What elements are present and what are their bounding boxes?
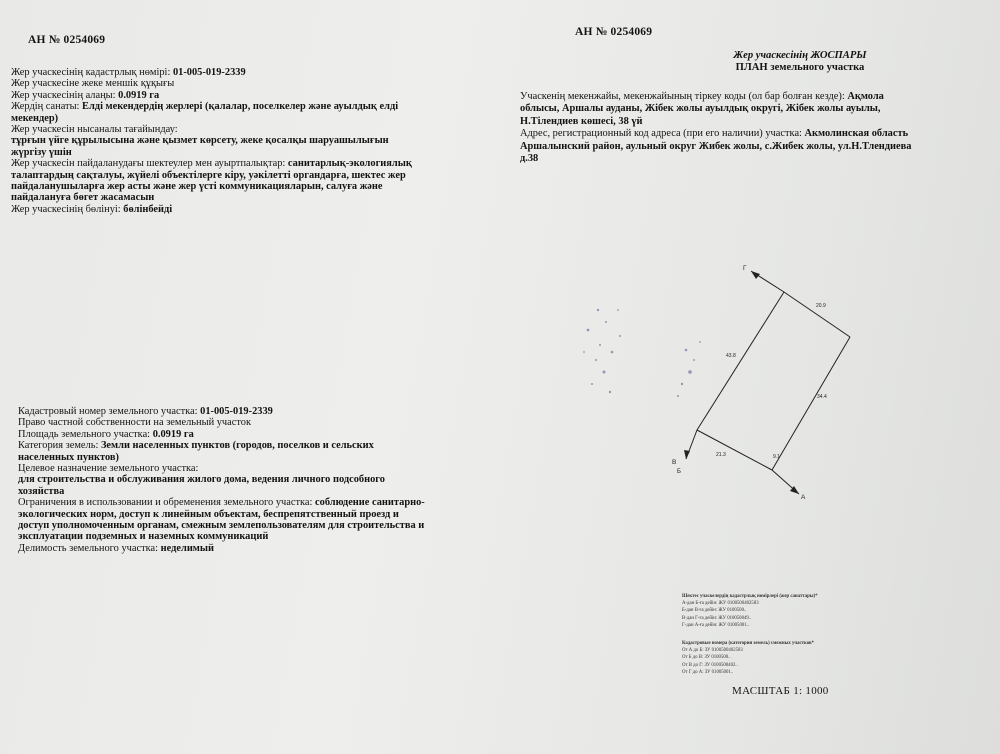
address-kz-3: Н.Тілендиев көшесі, 38 үй [520, 115, 643, 127]
plan-title-kz: Жер учаскесінің ЖОСПАРЫ [733, 50, 867, 61]
ru-restrictions-value-3: доступ уполномоченным органам, смежным землепользователям для строительства и [18, 520, 425, 532]
kz-cadastral-value: 01-005-019-2339 [172, 67, 246, 78]
ru-right-line: Право частной собственности на земельный участок [18, 417, 252, 429]
neighbors-ru-heading: Кадастровые номера (категории земель) смежных участков* [682, 641, 814, 646]
kz-category-label: Жердің санаты: [11, 101, 83, 113]
arrowhead-g [751, 271, 760, 279]
plot-side-v-g [697, 292, 784, 430]
neighbors-ru-line: От В до Г: ЗУ 0100500402.. [682, 662, 738, 668]
neighbors-kz-heading: Шектес учаскелердің кадастрлық нөмірлері (жер санаттары)* [682, 594, 818, 599]
plot-side-a-b [772, 337, 850, 470]
point-label-g: Г [743, 265, 747, 272]
dimension-label-3: 34.4 [817, 394, 827, 400]
kz-divisibility-label: Жер учаскесінің бөлінуі: [11, 203, 124, 215]
ru-purpose-value-1: для строительства и обслуживания жилого дома, ведения личного подсобного [18, 474, 385, 486]
kz-cadastral-label: Жер учаскесінің кадастрлық нөмірі: [11, 67, 173, 78]
neighbors-ru [682, 640, 814, 676]
right-certificate-number: АН № 0254069 [575, 26, 653, 38]
ru-category-value-1: Земли населенных пунктов (городов, поселков и сельских [100, 440, 374, 452]
kz-area-value: 0.0919 га [118, 89, 160, 101]
plot-side-b-v [697, 430, 772, 470]
kz-restrictions-value-1: санитарлық-экологиялық [287, 158, 412, 170]
kz-restrictions-value-2: талаптардың сақталуы, жүйелі объектілерге кіру, уәкілетті органдарға, шектес жер [11, 169, 406, 181]
kz-restrictions-label: Жер учаскесін пайдаланудағы шектеулер мен ауыртпалықтар: [11, 158, 288, 170]
kz-purpose-value-1: тұрғын үйге құрылысына және қызмет көрсету, жеке қосалқы шаруашылығын [11, 135, 389, 147]
ru-category-label: Категория земель: [18, 440, 101, 452]
address-ru-label: Адрес, регистрационный код адреса (при его наличии) участка: [520, 128, 805, 140]
kz-category-value-1: Елді мекендердің жерлері (қалалар, поселкелер және ауылдық елді [82, 101, 399, 113]
kz-right-line: Жер учаскесіне жеке меншік құқығы [11, 78, 175, 90]
plot-side-g-a [784, 292, 850, 337]
address-kz-label: Учаскенің мекенжайы, мекенжайының тіркеу коды (ол бар болған кезде): [520, 91, 848, 102]
neighbors-ru-line: От А до Б: ЗУ 0100500402583 [682, 648, 743, 654]
address-kz-1: Ақмола [847, 91, 884, 102]
neighbors-ru-line: От Г до А: ЗУ 01005001.. [682, 669, 734, 675]
point-label-v: В [672, 459, 677, 466]
ru-purpose-label: Целевое назначение земельного участка: [18, 463, 199, 475]
ru-restrictions-value-2: экологических норм, доступ к линейным объектам, беспрепятственный проезд и [18, 508, 399, 520]
kz-purpose-value-2: жүргізу үшін [11, 146, 72, 158]
ru-restrictions-label: Ограничения в использовании и обременения земельного участка: [18, 497, 316, 509]
dimension-label-1: 20.9 [816, 303, 826, 309]
stamp-bleed-marks [583, 309, 701, 397]
dimension-label-4: 21.3 [716, 452, 726, 458]
kz-purpose-label: Жер учаскесін нысаналы тағайындау: [11, 124, 178, 136]
ru-cadastral-label: Кадастровый номер земельного участка: [18, 406, 201, 417]
address-ru-2: Аршалынский район, аульный округ Жибек жолы, с.Жибек жолы, ул.Н.Тлендиева [520, 140, 912, 152]
plan-title-ru: ПЛАН земельного участка [735, 62, 865, 73]
point-label-a: А [801, 494, 806, 501]
point-label-b: Б [677, 469, 681, 475]
ru-purpose-value-2: хозяйства [18, 485, 65, 497]
map-scale: МАСШТАБ 1: 1000 [732, 685, 829, 697]
address-ru-3: д.38 [520, 153, 539, 165]
ru-divisibility-value: неделимый [160, 542, 214, 554]
neighbors-kz-line: Б-дан В-ға дейін: ЖУ 0100500.. [682, 608, 747, 614]
kz-divisibility-value: бөлінбейді [123, 203, 173, 215]
ru-category-value-2: населенных пунктов) [18, 451, 119, 463]
kz-category-value-2: мекендер) [11, 112, 59, 124]
neighbors-kz [682, 593, 818, 629]
neighbors-ru-line: От Б до В: ЗУ 0100500.. [682, 655, 731, 661]
ru-restrictions-value-4: эксплуатации подземных и наземных коммуникаций [18, 531, 269, 543]
left-certificate-number: АН № 0254069 [28, 34, 106, 46]
dimension-label-5: 9.1 [773, 454, 780, 460]
kz-restrictions-value-3: пайдаланушыларға жер асты және жер үсті коммуникацияларын, салуға және [11, 181, 383, 193]
neighbors-kz-line: Г-дан А-ға дейін: ЖУ 01005001.. [682, 622, 750, 628]
address-ru-1: Акмолинская область [804, 128, 909, 140]
ru-divisibility-label: Делимость земельного участка: [18, 542, 161, 554]
kz-restrictions-value-4: пайдалануға бөгет жасамасын [11, 192, 155, 204]
neighbors-kz-line: А-дан Б-ға дейін: ЖУ 0100500402583 [682, 601, 759, 607]
ru-area-value: 0.0919 га [152, 428, 194, 440]
dimension-label-2: 43.8 [726, 353, 736, 359]
neighbors-kz-line: В-дан Г-ға дейін: ЖУ 010050049.. [682, 615, 752, 621]
address-kz-2: облысы, Аршалы ауданы, Жібек жолы ауылдық округі, Жібек жолы ауылы, [520, 103, 881, 115]
ru-area-label: Площадь земельного участка: [18, 428, 153, 440]
kz-area-label: Жер учаскесінің алаңы: [11, 89, 119, 101]
ru-restrictions-value-1: соблюдение санитарно- [315, 497, 425, 509]
ru-cadastral-value: 01-005-019-2339 [200, 406, 273, 417]
